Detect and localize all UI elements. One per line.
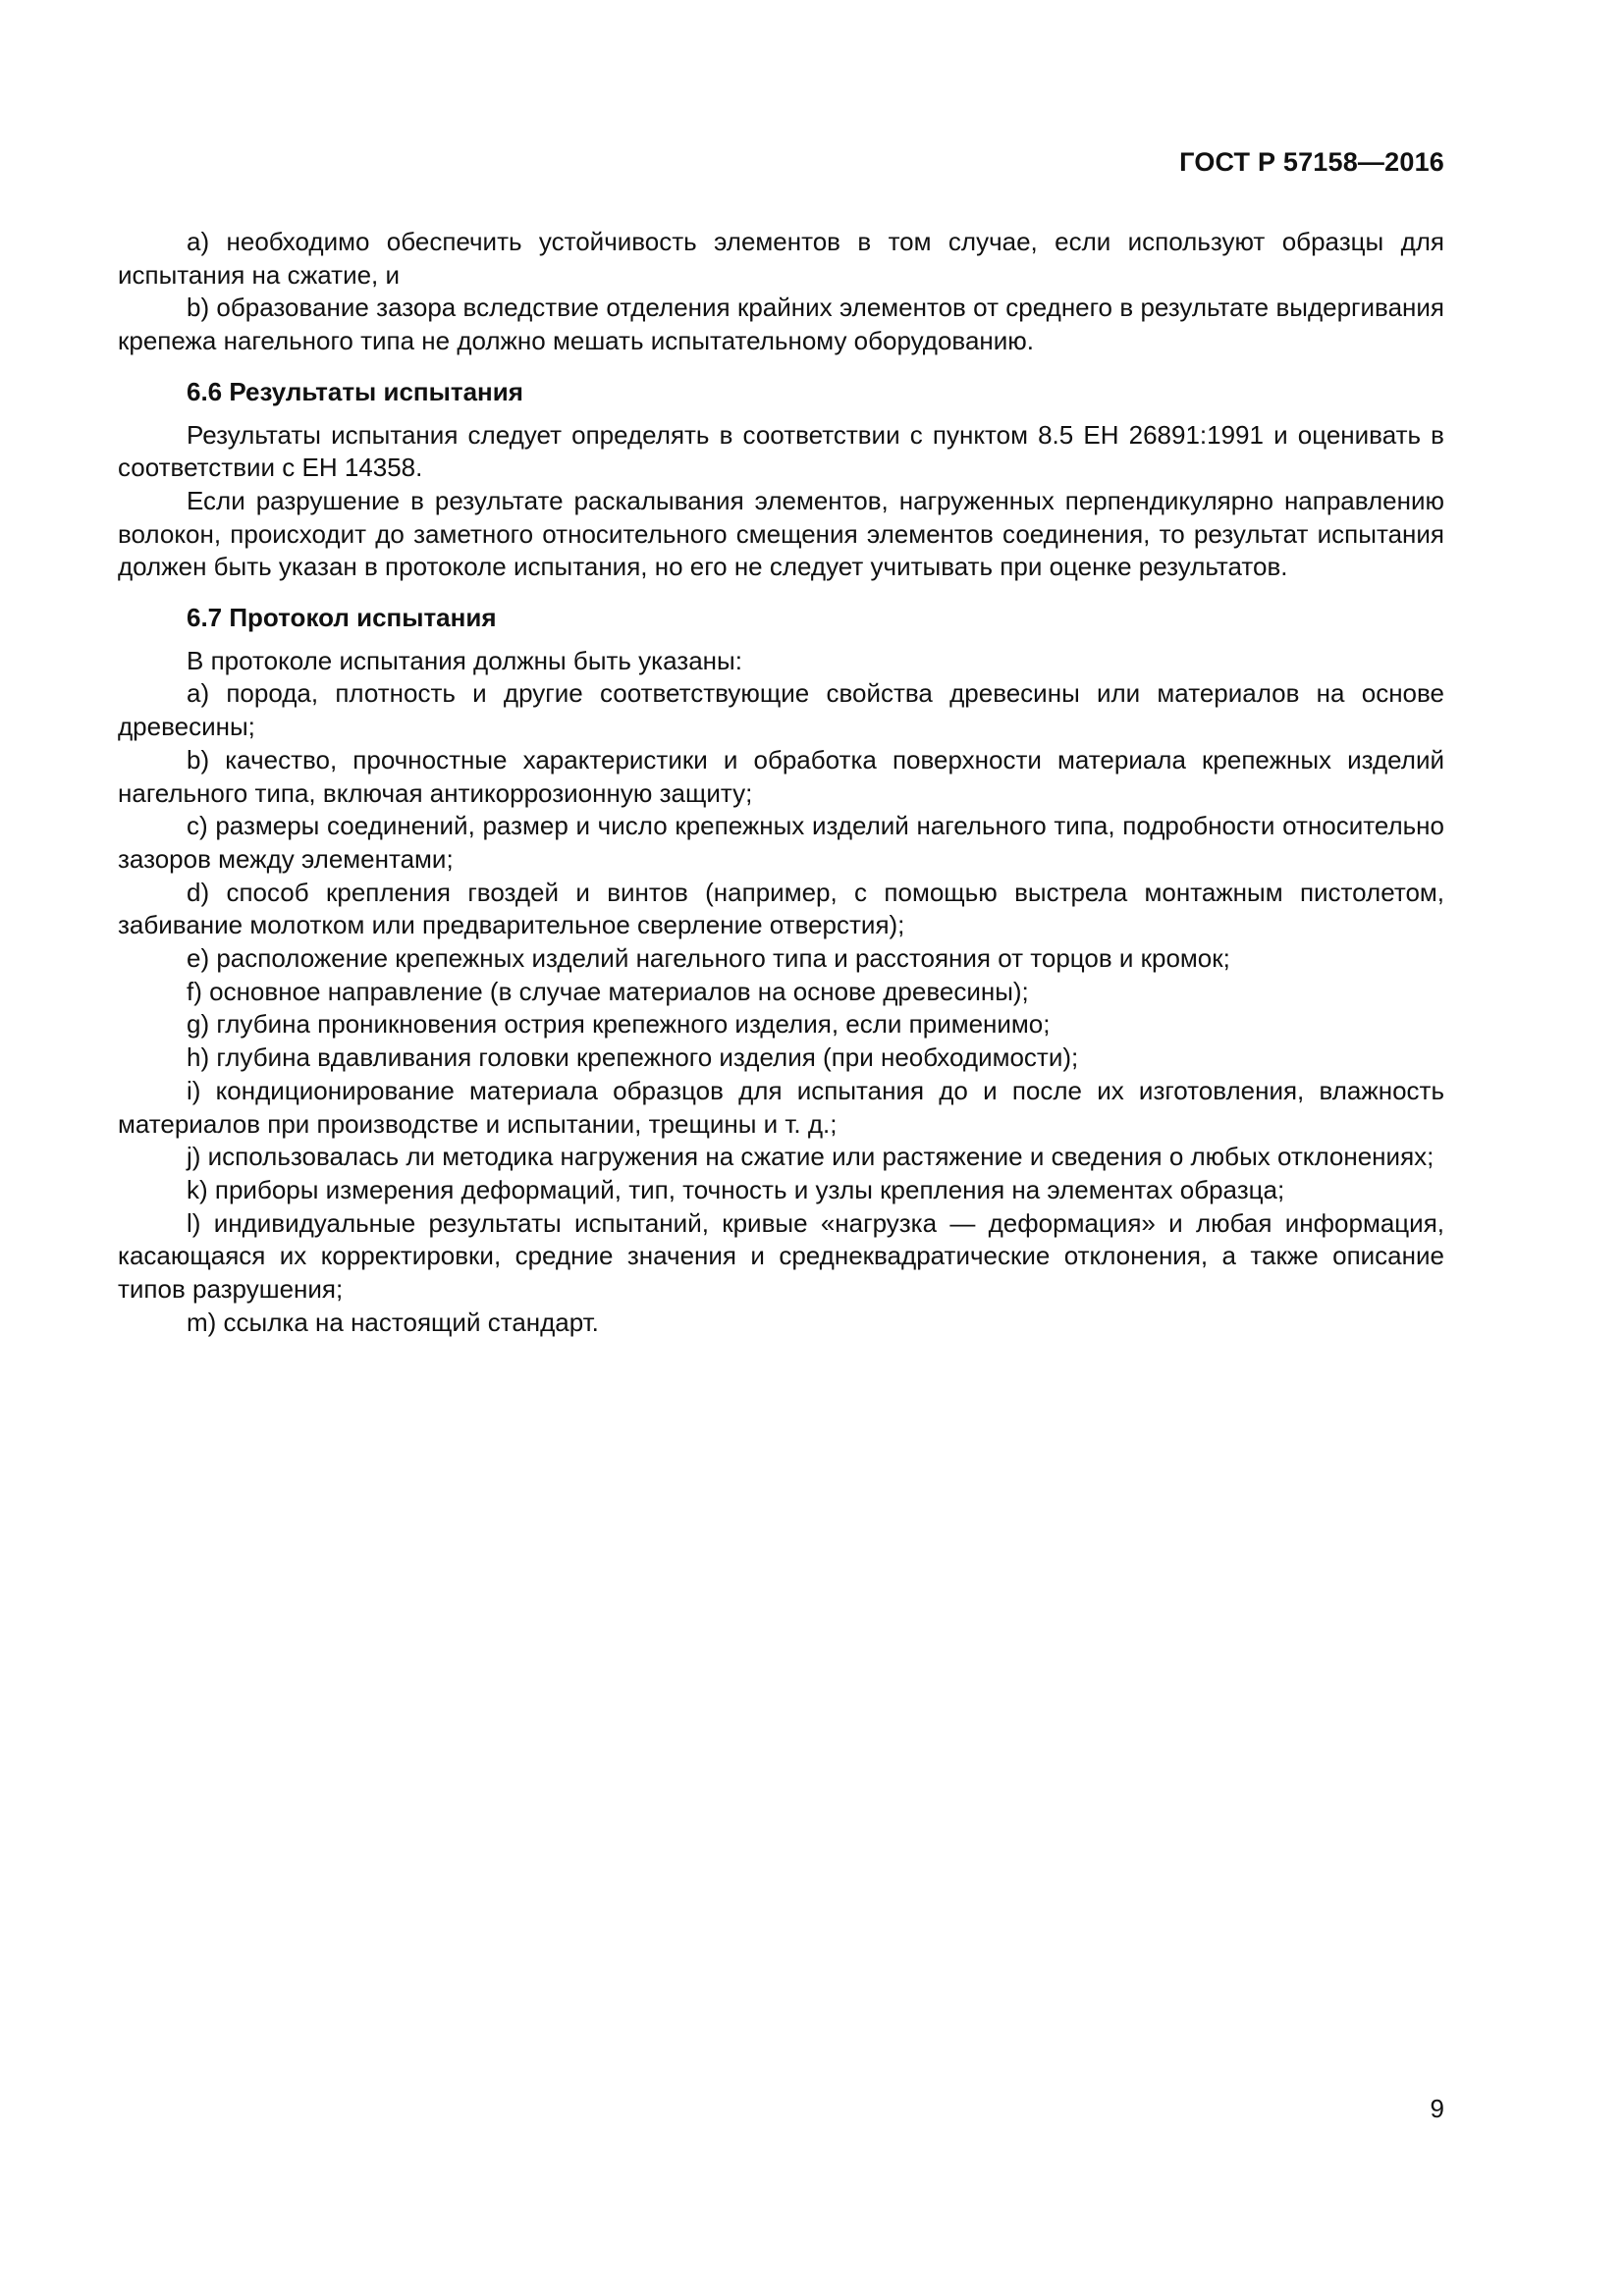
protocol-item-i: i) кондиционирование материала образцов для испытания до и после их изготовления, влажность материалов при производстве и испытании, трещины и т. д.; bbox=[118, 1075, 1444, 1139]
page-body bbox=[118, 226, 1444, 1340]
protocol-item-l: l) индивидуальные результаты испытаний, кривые «нагрузка — деформация» и любая информация, касающаяся их корректировки, средние значения и среднеквадратические отклонения, а также описание типов разрушения; bbox=[118, 1207, 1444, 1305]
protocol-item-j: j) использовалась ли методика нагружения на сжатие или растяжение и сведения о любых отклонениях; bbox=[187, 1142, 1435, 1172]
protocol-item-g: g) глубина проникновения острия крепежного изделия, если применимо; bbox=[187, 1009, 1051, 1040]
protocol-item-f: f) основное направление (в случае материалов на основе древесины); bbox=[187, 976, 1029, 1006]
protocol-item-m: m) ссылка на настоящий стандарт. bbox=[187, 1307, 599, 1337]
section-6-6-paragraph: Если разрушение в результате раскалывания элементов, нагруженных перпендикулярно направлению волокон, происходит до заметного относительного смещения элементов соединения, то результат испытания должен быть указан в протоколе испытания, но его не следует учитывать при оценке результатов. bbox=[118, 485, 1444, 582]
protocol-item-h: h) глубина вдавливания головки крепежного изделия (при необходимости); bbox=[187, 1042, 1079, 1073]
page-number: 9 bbox=[1430, 2094, 1444, 2123]
document-code-header: ГОСТ Р 57158—2016 bbox=[1179, 147, 1444, 177]
protocol-item-d: d) способ крепления гвоздей и винтов (например, с помощью выстрела монтажным пистолетом, забивание молотком или предварительное сверление отверстия); bbox=[118, 877, 1444, 940]
section-6-7-title: 6.7 Протокол испытания bbox=[187, 603, 497, 633]
protocol-item-k: k) приборы измерения деформаций, тип, точность и узлы крепления на элементах образца; bbox=[187, 1174, 1285, 1204]
protocol-item-b: b) качество, прочностные характеристики и обработка поверхности материала крепежных изделий нагельного типа, включая антикоррозионную защиту; bbox=[118, 744, 1444, 808]
intro-item-b: b) образование зазора вследствие отделения крайних элементов от среднего в результате выдергивания крепежа нагельного типа не должно мешать испытательному оборудованию. bbox=[118, 293, 1444, 356]
protocol-item-a: а) порода, плотность и другие соответствующие свойства древесины или материалов на основе древесины; bbox=[118, 678, 1444, 742]
section-6-7-lead: В протоколе испытания должны быть указаны: bbox=[187, 645, 742, 675]
protocol-item-e: e) расположение крепежных изделий нагельного типа и расстояния от торцов и кромок; bbox=[187, 943, 1230, 974]
section-6-6-title: 6.6 Результаты испытания bbox=[187, 376, 523, 406]
protocol-item-c: c) размеры соединений, размер и число крепежных изделий нагельного типа, подробности относительно зазоров между элементами; bbox=[118, 811, 1444, 874]
intro-item-a: а) необходимо обеспечить устойчивость элементов в том случае, если используют образцы для испытания на сжатие, и bbox=[118, 227, 1444, 290]
section-6-6-paragraph: Результаты испытания следует определять в соответствии с пунктом 8.5 ЕН 26891:1991 и оценивать в соответствии с ЕН 14358. bbox=[118, 419, 1444, 483]
